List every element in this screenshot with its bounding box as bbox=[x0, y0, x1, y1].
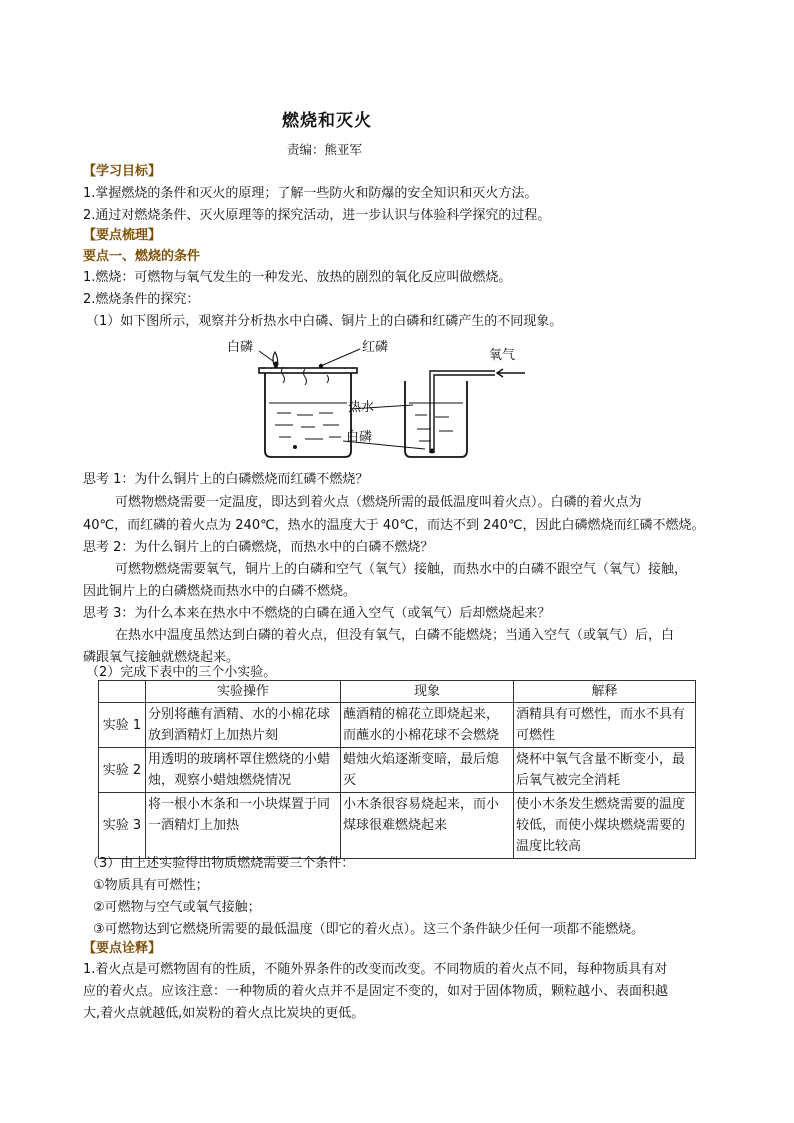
think-1-answer-2: 40℃，而红磷的着火点为 240℃，热水的温度大于 40℃，而达不到 240℃，因此白磷燃烧而红磷不燃烧。 bbox=[83, 518, 705, 533]
label-hot-water: 热水 bbox=[348, 400, 375, 415]
think-3-question: 思考 3：为什么本来在热水中不燃烧的白磷在通入空气（或氧气）后却燃烧起来？ bbox=[83, 606, 551, 621]
explain-header: 【要点诠释】 bbox=[83, 941, 162, 956]
table-cell: 蜡烛火焰逐渐变暗，最后熄灭 bbox=[341, 748, 514, 793]
table-header-cell bbox=[99, 681, 146, 703]
think-2-answer-1: 可燃物燃烧需要氧气，铜片上的白磷和空气（氧气）接触，而热水中的白磷不跟空气（氧气）接触， bbox=[115, 562, 688, 577]
table-header-row bbox=[99, 681, 696, 703]
phosphorus-in-water-1 bbox=[293, 445, 297, 449]
phosphorus-in-water-2 bbox=[430, 449, 435, 454]
combustion-definition: 1.燃烧：可燃物与氧气发生的一种发光、放热的剧烈的氧化反应叫做燃烧。 bbox=[83, 270, 512, 285]
table-cell: 实验 2 bbox=[99, 748, 146, 793]
explain-line-2: 应的着火点。应该注意：一种物质的着火点并不是固定不变的，如对于固体物质，颗粒越小、表面积越 bbox=[83, 984, 669, 999]
goal-1: 1.掌握燃烧的条件和灭火的原理；了解一些防火和防爆的安全知识和灭火方法。 bbox=[83, 186, 538, 201]
think-1-answer-1: 可燃物燃烧需要一定温度，即达到着火点（燃烧所需的最低温度叫着火点）。白磷的着火点为 bbox=[115, 495, 642, 510]
table-header-cell: 解释 bbox=[514, 681, 696, 703]
label-white-phosphorus-2: 白磷 bbox=[346, 430, 373, 445]
table-cell: 分别将蘸有酒精、水的小棉花球放到酒精灯上加热片刻 bbox=[146, 703, 341, 748]
table-cell: 实验 3 bbox=[99, 793, 146, 859]
think-2-question: 思考 2：为什么铜片上的白磷燃烧，而热水中的白磷不燃烧？ bbox=[83, 540, 434, 555]
table-row bbox=[99, 793, 696, 859]
table-cell: 使小木条发生燃烧需要的温度较低，而使小煤块燃烧需要的温度比较高 bbox=[514, 793, 696, 859]
step-1: （1）如下图所示，观察并分析热水中白磷、铜片上的白磷和红磷产生的不同现象。 bbox=[86, 314, 563, 329]
explain-line-1: 1.着火点是可燃物固有的性质，不随外界条件的改变而改变。不同物质的着火点不同，每种物质具有对 bbox=[83, 962, 668, 977]
table-cell: 酒精具有可燃性，而水不具有可燃性 bbox=[514, 703, 696, 748]
label-oxygen: 氧气 bbox=[489, 348, 516, 363]
condition-3: ③可燃物达到它燃烧所需要的最低温度（即它的着火点）。这三个条件缺少任何一项都不能燃烧。 bbox=[93, 922, 645, 937]
condition-1: ①物质具有可燃性； bbox=[93, 878, 209, 893]
table-cell: 用透明的玻璃杯罩住燃烧的小蜡烛，观察小蜡烛燃烧情况 bbox=[146, 748, 341, 793]
table-cell: 蘸酒精的棉花立即烧起来，而蘸水的小棉花球不会燃烧 bbox=[341, 703, 514, 748]
beaker-2 bbox=[405, 381, 467, 457]
explore-heading: 2.燃烧条件的探究： bbox=[83, 292, 200, 307]
table-row bbox=[99, 703, 696, 748]
condition-2: ②可燃物与空气或氧气接触； bbox=[93, 900, 261, 915]
table-cell: 小木条很容易烧起来，而小煤球很难燃烧起来 bbox=[341, 793, 514, 859]
step-3: （3）由上述实验得出物质燃烧需要三个条件： bbox=[86, 856, 355, 871]
table-cell: 实验 1 bbox=[99, 703, 146, 748]
summary-header: 【要点梳理】 bbox=[83, 228, 162, 243]
leader-red-p bbox=[323, 349, 360, 365]
white-phosphorus-dot bbox=[274, 362, 279, 367]
table-cell: 烧杯中氧气含量不断变小，最后氧气被完全消耗 bbox=[514, 748, 696, 793]
think-2-answer-2: 因此铜片上的白磷燃烧而热水中的白磷不燃烧。 bbox=[83, 584, 357, 599]
label-white-phosphorus: 白磷 bbox=[227, 340, 254, 355]
table-row bbox=[99, 748, 696, 793]
table-header-cell: 现象 bbox=[341, 681, 514, 703]
think-3-answer-1: 在热水中温度虽然达到白磷的着火点，但没有氧气，白磷不能燃烧；当通入空气（或氧气）后，白 bbox=[115, 628, 675, 643]
water-lines-1 bbox=[275, 413, 341, 439]
table-header-cell: 实验操作 bbox=[146, 681, 341, 703]
point1-header: 要点一、燃烧的条件 bbox=[83, 249, 201, 264]
experiment-figure bbox=[225, 333, 530, 461]
table-cell: 将一根小木条和一小块煤置于同一酒精灯上加热 bbox=[146, 793, 341, 859]
think-1-question: 思考 1：为什么铜片上的白磷燃烧而红磷不燃烧？ bbox=[83, 472, 369, 487]
copper-plate bbox=[259, 368, 357, 373]
explain-line-3: 大,着火点就越低,如炭粉的着火点比炭块的更低。 bbox=[83, 1006, 365, 1021]
goal-2: 2.通过对燃烧条件、灭火原理等的探究活动，进一步认识与体验科学探究的过程。 bbox=[83, 208, 551, 223]
leader-white-p bbox=[259, 351, 273, 361]
step-2: （2）完成下表中的三个小实验。 bbox=[86, 665, 277, 680]
oxygen-arrow-icon bbox=[497, 369, 525, 377]
red-phosphorus-dot bbox=[319, 364, 323, 368]
goals-header: 【学习目标】 bbox=[83, 164, 162, 179]
think-3-answer-2: 磷跟氧气接触就燃烧起来。 bbox=[83, 650, 240, 665]
editor-line: 责编：熊亚军 bbox=[287, 142, 363, 157]
experiment-table bbox=[98, 680, 696, 859]
page-title: 燃烧和灭火 bbox=[282, 111, 372, 131]
label-red-phosphorus: 红磷 bbox=[362, 340, 389, 355]
oxygen-tube bbox=[430, 371, 495, 453]
